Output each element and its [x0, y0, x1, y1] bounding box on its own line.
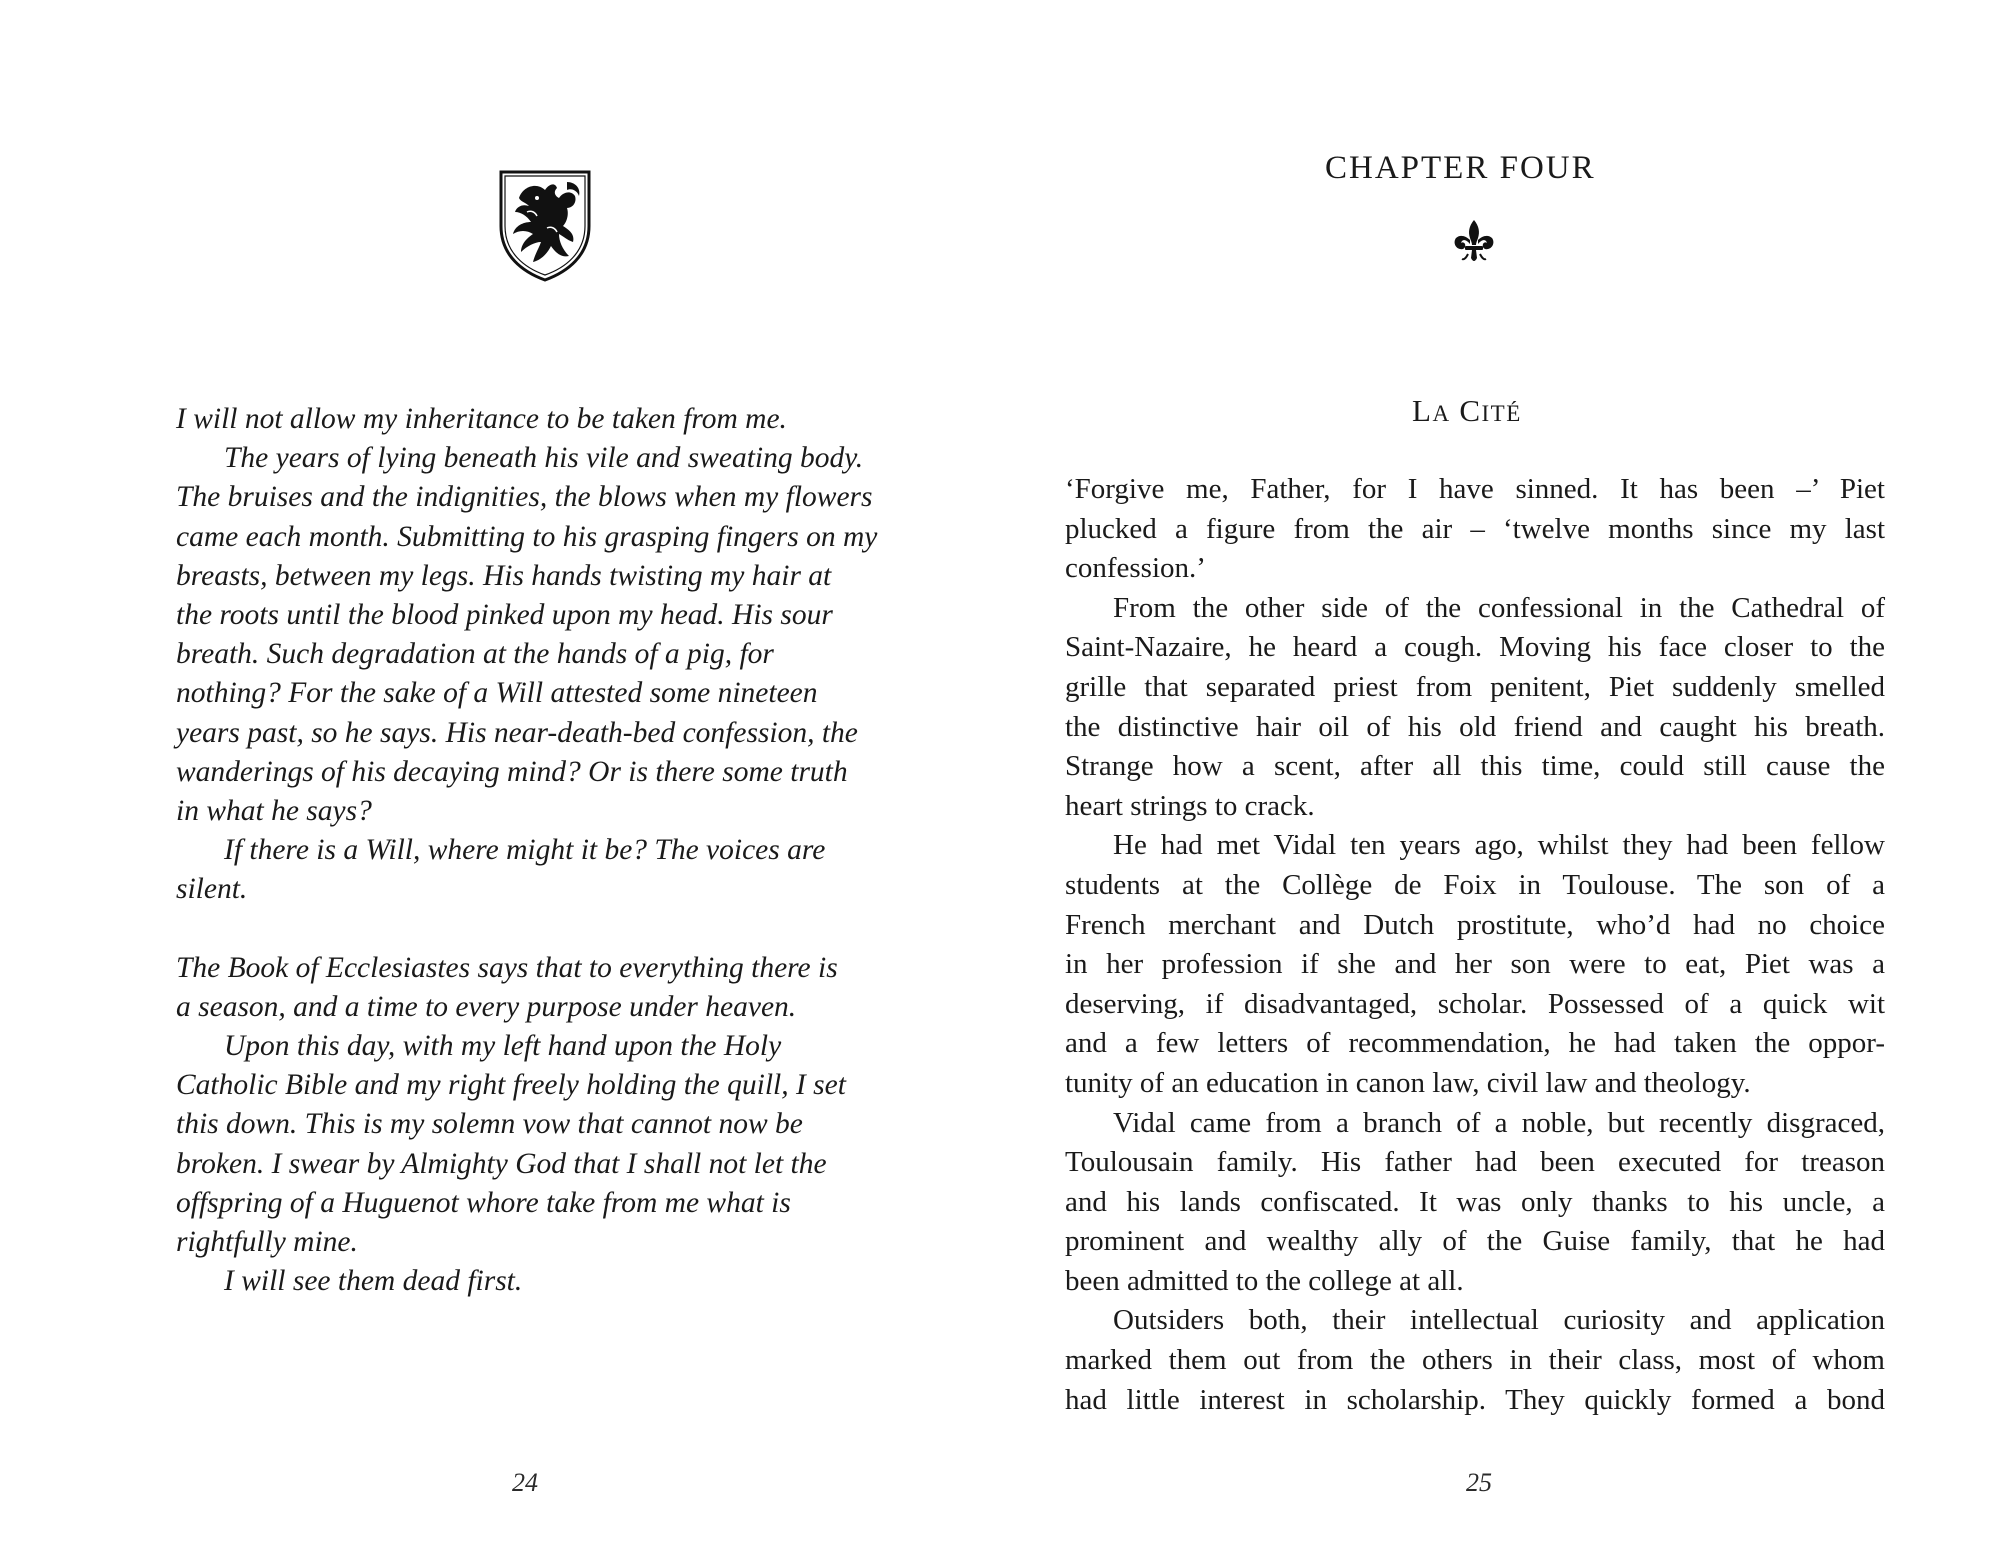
text-line: Catholic Bible and my right freely holding the quill, I set [176, 1069, 846, 1102]
text-line: the distinctive hair oil of his old friend and caught his breath. [1065, 710, 1885, 743]
text-line: in her profession if she and her son were to eat, Piet was a [1065, 948, 1885, 981]
section-title-smallcaps: ITÉ [1481, 401, 1522, 426]
page-number: 25 [1466, 1468, 1492, 1497]
text-line: ‘Forgive me, Father, for I have sinned. It has been –’ Piet [1065, 473, 1885, 505]
heraldic-lion-shield-icon [497, 168, 593, 284]
text-line: deserving, if disadvantaged, scholar. Possessed of a quick wit [1065, 987, 1885, 1020]
text-line: had little interest in scholarship. They quickly formed a bond [1065, 1383, 1885, 1416]
text-line: Toulousain family. His father had been executed for treason [1065, 1146, 1885, 1179]
page-number: 24 [512, 1468, 538, 1497]
text-line: From the other side of the confessional in the Cathedral of [1113, 591, 1885, 624]
text-line: and his lands confiscated. It was only thanks to his uncle, a [1065, 1185, 1885, 1218]
text-line: been admitted to the college at all. [1065, 1264, 1464, 1297]
text-line: The bruises and the indignities, the blows when my flowers [176, 481, 873, 514]
text-line: a season, and a time to every purpose under heaven. [176, 990, 797, 1023]
text-line: The Book of Ecclesiastes says that to everything there is [176, 951, 838, 984]
text-line: offspring of a Huguenot whore take from me what is [176, 1186, 791, 1219]
left-journal-text [176, 400, 956, 1301]
text-line: wanderings of his decaying mind? Or is there some truth [176, 755, 848, 788]
section-title-initial: C [1459, 393, 1482, 428]
section-title-smallcaps: A [1432, 401, 1451, 426]
section-title-initial: L [1412, 393, 1433, 428]
text-line: years past, so he says. His near-death-bed confession, the [176, 716, 858, 749]
text-line: I will not allow my inheritance to be taken from me. [176, 403, 787, 435]
text-line: broken. I swear by Almighty God that I shall not let the [176, 1147, 827, 1180]
right-body-text [1065, 470, 1885, 1420]
text-line: French merchant and Dutch prostitute, who’d had no choice [1065, 908, 1885, 941]
text-line: rightfully mine. [176, 1225, 358, 1258]
text-line: breath. Such degradation at the hands of a pig, for [176, 638, 774, 671]
text-line: prominent and wealthy ally of the Guise family, that he had [1065, 1225, 1885, 1258]
text-line: The years of lying beneath his vile and sweating body. [224, 442, 864, 475]
text-line: marked them out from the others in their class, most of whom [1065, 1344, 1885, 1377]
text-line: confession.’ [1065, 552, 1206, 585]
text-line: nothing? For the sake of a Will attested some nineteen [176, 677, 818, 710]
text-line: the roots until the blood pinked upon my head. His sour [176, 598, 833, 631]
text-line: If there is a Will, where might it be? The voices are [224, 834, 826, 867]
text-line: tunity of an education in canon law, civil law and theology. [1065, 1066, 1751, 1099]
fleur-de-lis-icon [1452, 218, 1496, 264]
text-line: in what he says? [176, 794, 372, 827]
text-line: plucked a figure from the air – ‘twelve months since my last [1065, 512, 1885, 545]
text-line: silent. [176, 873, 248, 906]
text-line: Saint-Nazaire, he heard a cough. Moving his face closer to the [1065, 631, 1885, 664]
text-line: heart strings to crack. [1065, 789, 1315, 822]
chapter-title: CHAPTER FOUR [1325, 150, 1596, 186]
text-line: Vidal came from a branch of a noble, but recently disgraced, [1113, 1106, 1885, 1139]
text-line: breasts, between my legs. His hands twisting my hair at [176, 559, 832, 592]
text-line: students at the Collège de Foix in Toulouse. The son of a [1065, 868, 1885, 901]
text-line: grille that separated priest from penitent, Piet suddenly smelled [1065, 670, 1885, 703]
text-line: Strange how a scent, after all this time, could still cause the [1065, 750, 1885, 783]
text-line: I will see them dead first. [224, 1265, 523, 1298]
text-line: He had met Vidal ten years ago, whilst they had been fellow [1113, 829, 1885, 862]
text-line: Outsiders both, their intellectual curiosity and application [1113, 1304, 1885, 1337]
left-page [0, 0, 975, 1558]
text-line: and a few letters of recommendation, he had taken the oppor- [1065, 1027, 1885, 1060]
text-line: came each month. Submitting to his grasping fingers on my [176, 520, 878, 553]
text-line: Upon this day, with my left hand upon the Holy [224, 1030, 782, 1062]
text-line: this down. This is my solemn vow that cannot now be [176, 1108, 803, 1141]
section-title [1412, 393, 1522, 429]
